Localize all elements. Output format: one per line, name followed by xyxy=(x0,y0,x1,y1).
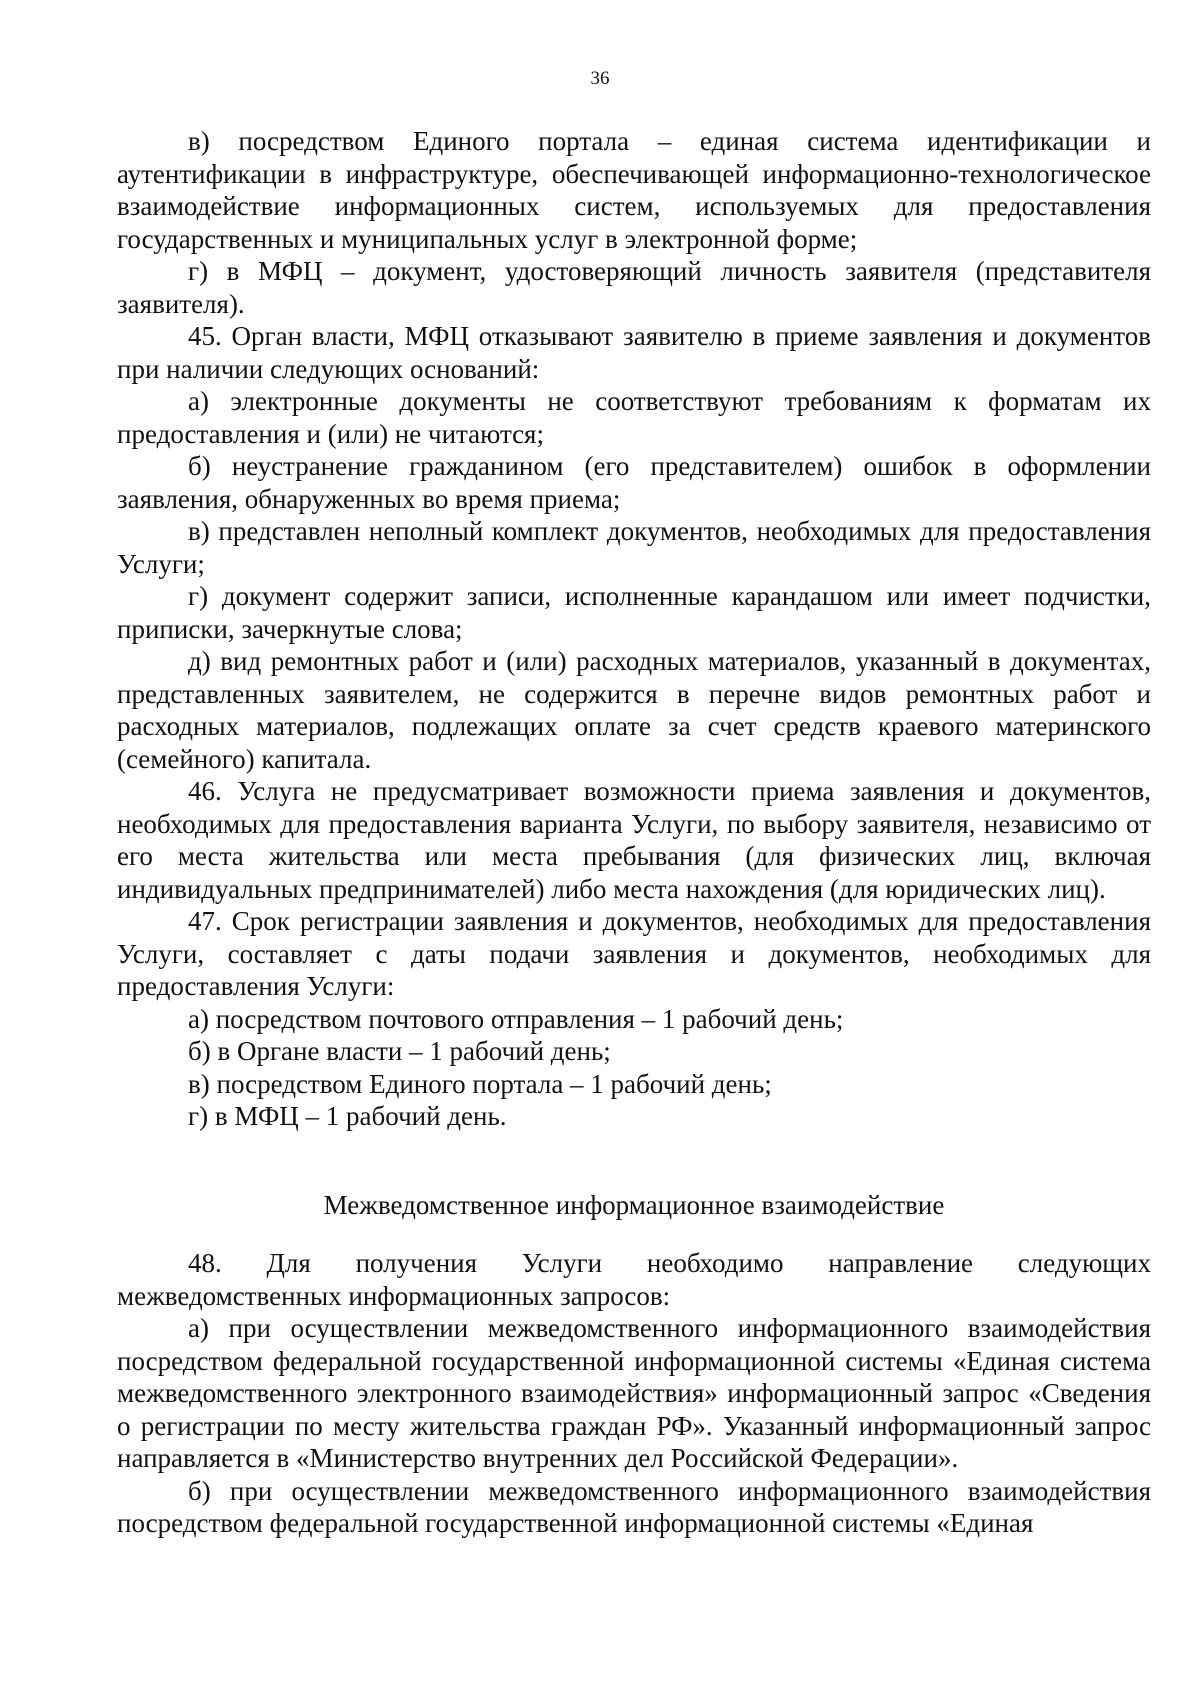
paragraph: в) посредством Единого портала – единая система идентификации и аутентификации в инфраструктуре, обеспечивающей информационно-технологическое взаимодействие информационных систем, используемых для предоставления государственных и муниципальных услуг в электронной форме; xyxy=(117,126,1151,254)
paragraph: г) в МФЦ – документ, удостоверяющий личность заявителя (представителя заявителя). xyxy=(117,256,1151,319)
paragraph: в) представлен неполный комплект документов, необходимых для предоставления Услуги; xyxy=(117,516,1151,579)
paragraph: в) посредством Единого портала – 1 рабочий день; xyxy=(188,1068,772,1099)
paragraph: г) документ содержит записи, исполненные карандашом или имеет подчистки, приписки, зачеркнутые слова; xyxy=(117,581,1151,644)
document-body xyxy=(117,125,1151,1540)
paragraph: г) в МФЦ – 1 рабочий день. xyxy=(188,1101,507,1131)
paragraph: а) электронные документы не соответствуют требованиям к форматам их предоставления и (или) не читаются; xyxy=(117,386,1151,449)
paragraph: б) при осуществлении межведомственного информационного взаимодействия посредством федеральной государственной информационной системы «Единая xyxy=(117,1475,1151,1538)
page-number: 36 xyxy=(590,68,610,89)
paragraph: б) в Органе власти – 1 рабочий день; xyxy=(188,1036,611,1066)
paragraph: б) неустранение гражданином (его представителем) ошибок в оформлении заявления, обнаруженных во время приема; xyxy=(117,451,1151,514)
paragraph: а) посредством почтового отправления – 1 рабочий день; xyxy=(188,1003,844,1034)
paragraph: 48. Для получения Услуги необходимо направление следующих межведомственных информационных запросов: xyxy=(117,1248,1151,1311)
paragraph: 47. Срок регистрации заявления и документов, необходимых для предоставления Услуги, составляет с даты подачи заявления и документов, необходимых для предоставления Услуги: xyxy=(117,906,1151,1001)
paragraph: 45. Орган власти, МФЦ отказывают заявителю в приеме заявления и документов при наличии следующих оснований: xyxy=(117,321,1151,384)
section-heading: Межведомственное информационное взаимодействие xyxy=(323,1189,945,1220)
paragraph: д) вид ремонтных работ и (или) расходных материалов, указанный в документах, представленных заявителем, не содержится в перечне видов ремонтных работ и расходных материалов, подлежащих оплате за счет средств краевого материнского (семейного) капитала. xyxy=(117,646,1151,774)
paragraph: 46. Услуга не предусматривает возможности приема заявления и документов, необходимых для предоставления варианта Услуги, по выбору заявителя, независимо от его места жительства или места пребывания (для физических лиц, включая индивидуальных предпринимателей) либо места нахождения (для юридических лиц). xyxy=(117,776,1151,904)
paragraph: а) при осуществлении межведомственного информационного взаимодействия посредством федеральной государственной информационной системы «Единая система межведомственного электронного взаимодействия» информационный запрос «Сведения о регистрации по месту жительства граждан РФ». Указанный информационный запрос направляется в «Министерство внутренних дел Российской Федерации». xyxy=(117,1313,1151,1473)
